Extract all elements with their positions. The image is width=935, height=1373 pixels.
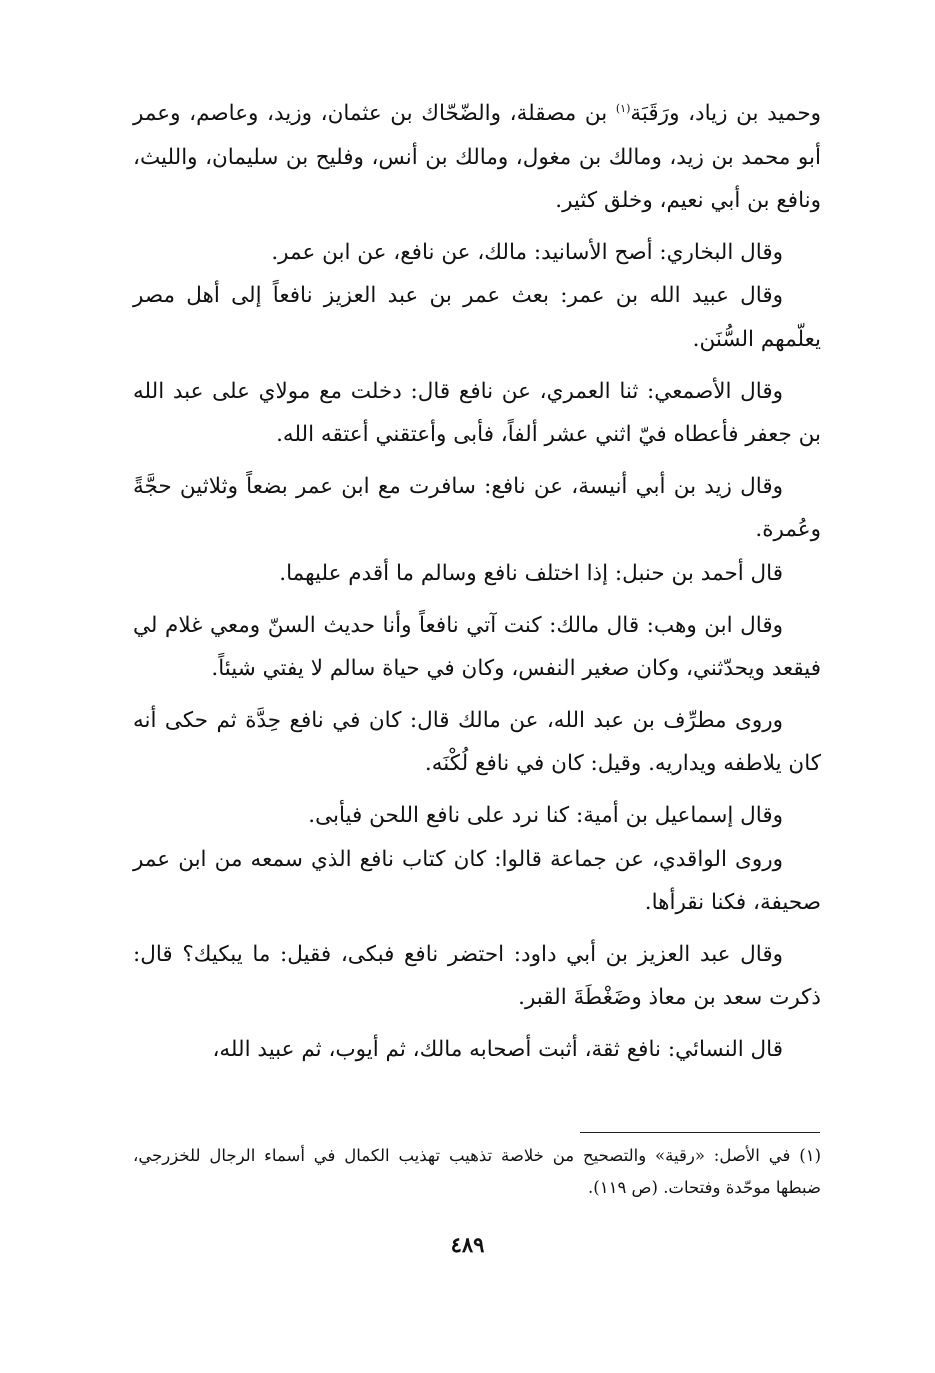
paragraph-zaid: وقال زيد بن أبي أنيسة، عن نافع: سافرت مع ابن عمر بضعاً وثلاثين حجَّةً وعُمرة.: [133, 473, 821, 543]
paragraph-continuation: بن مصقلة، والضّحّاك بن عثمان، وزيد، وعاصم، وعمر أبو محمد بن زيد، ومالك بن مغول، ومالك بن أنس، وفليح بن سليمان، والليث، ونافع بن أبي نعيم، وخلق كثير.: [133, 101, 821, 214]
paragraph-ismail: وقال إسماعيل بن أمية: كنا نرد على نافع اللحن فيأبى.: [308, 802, 783, 828]
main-text: [133, 92, 821, 1079]
paragraph-mutarrif: وروى مطرِّف بن عبد الله، عن مالك قال: كان في نافع حِدَّة ثم حكى أنه كان يلاطفه ويداريه. وقيل: كان في نافع لُكْنَه.: [133, 707, 821, 777]
footnote-separator: [580, 1132, 820, 1133]
paragraph-opening: وحميد بن زياد، ورَقَبَة: [630, 101, 822, 126]
paragraph-bukhari: وقال البخاري: أصح الأسانيد: مالك، عن نافع، عن ابن عمر.: [271, 239, 783, 265]
paragraph-abdulaziz: وقال عبد العزيز بن أبي داود: احتضر نافع فبكى، فقيل: ما يبكيك؟ قال: ذكرت سعد بن معاذ وضَغْطَةَ القبر.: [133, 941, 821, 1011]
footnotes: [133, 1140, 821, 1204]
paragraph-nasai: قال النسائي: نافع ثقة، أثبت أصحابه مالك، ثم أيوب، ثم عبيد الله،: [212, 1036, 783, 1062]
footnote-reference: (١): [615, 101, 631, 115]
page-number: ٤٨٩: [450, 1232, 485, 1257]
paragraph-ahmad: قال أحمد بن حنبل: إذا اختلف نافع وسالم ما أقدم عليهما.: [279, 560, 783, 586]
paragraph-narrators-list: [133, 92, 821, 223]
paragraph-ibn-wahb: وقال ابن وهب: قال مالك: كنت آتي نافعاً وأنا حديث السنّ ومعي غلام لي فيقعد ويحدّثني، وكان صغير النفس، وكان في حياة سالم لا يفتي شيئاً.: [133, 612, 821, 682]
paragraph-ubaidullah: وقال عبيد الله بن عمر: بعث عمر بن عبد العزيز نافعاً إلى أهل مصر يعلّمهم السُّنَن.: [133, 283, 821, 352]
paragraph-waqidi: وروى الواقدي، عن جماعة قالوا: كان كتاب نافع الذي سمعه من ابن عمر صحيفة، فكنا نقرأها.: [133, 846, 821, 916]
paragraph-asmai: وقال الأصمعي: ثنا العمري، عن نافع قال: دخلت مع مولاي على عبد الله بن جعفر فأعطاه فيّ اثني عشر ألفاً، فأبى وأعتقني أعتقه الله.: [133, 378, 821, 448]
footnote-1: (١) في الأصل: «رقية» والتصحيح من خلاصة تذهيب تهذيب الكمال في أسماء الرجال للخزرجي، ضبطها موحّدة وفتحات. (ص ١١٩).: [133, 1146, 821, 1197]
